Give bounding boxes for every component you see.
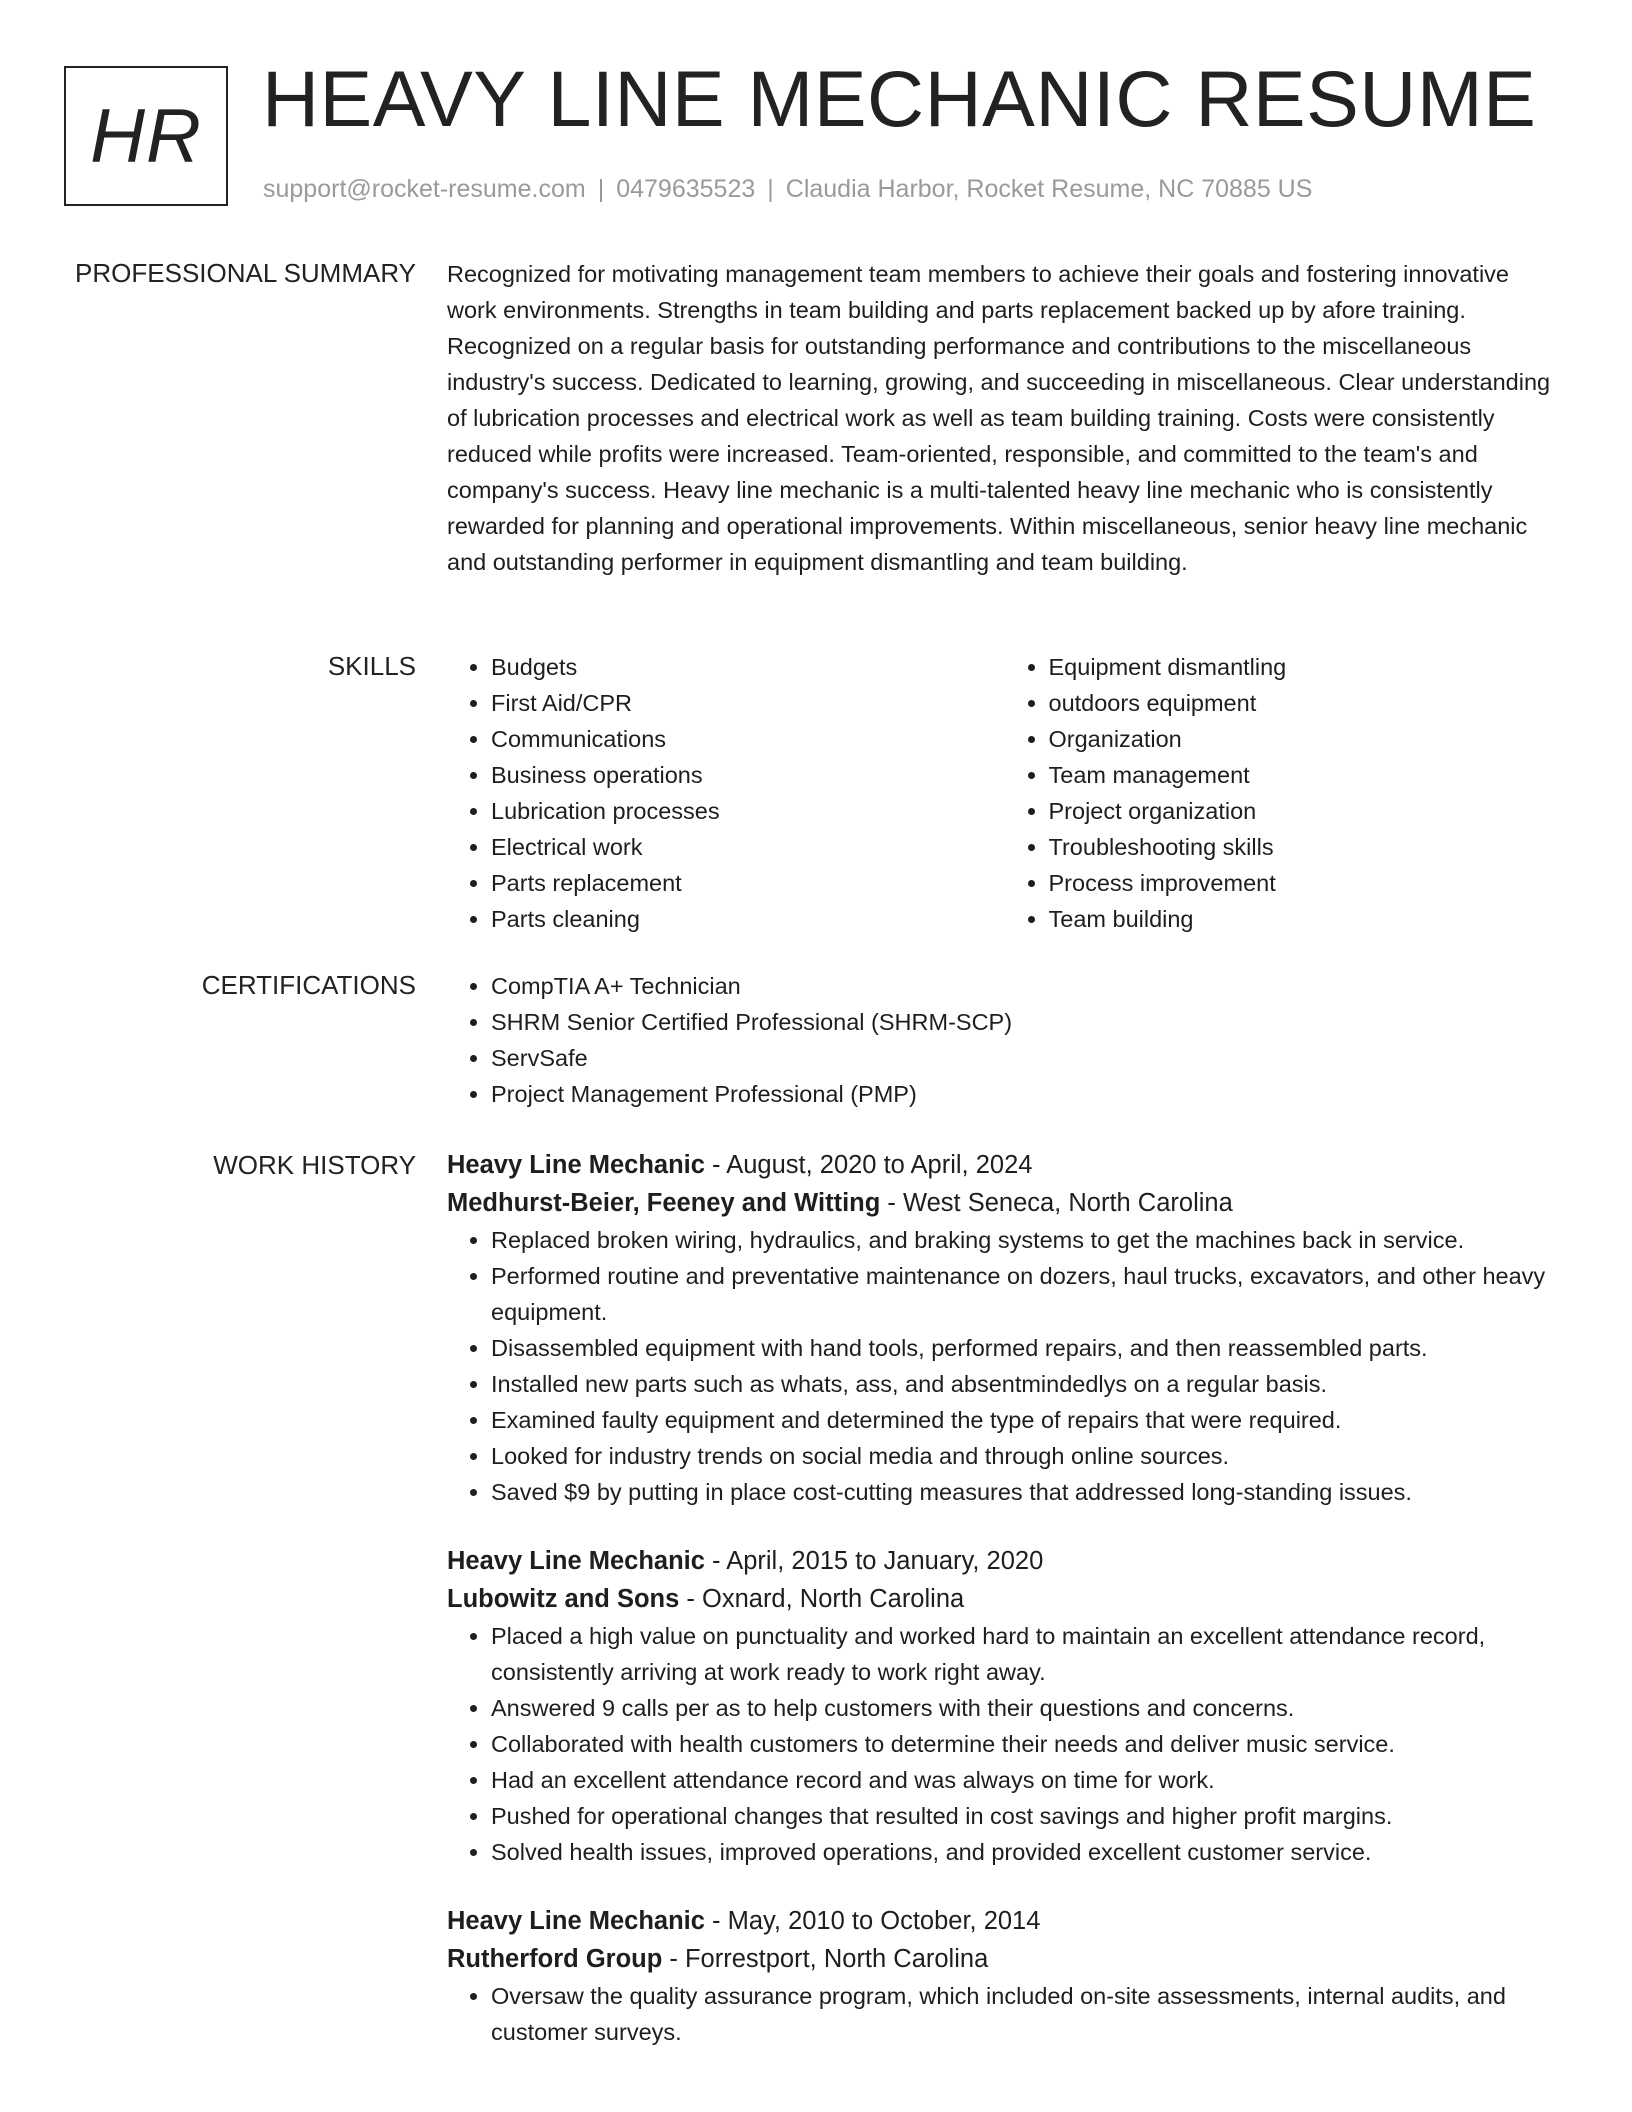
skill-item: • Business operations [491,757,1005,793]
job-bullet: • Installed new parts such as whats, ass, and absentmindedlys on a regular basis. [491,1366,1562,1402]
job-bullet: • Looked for industry trends on social media and through online sources. [491,1438,1562,1474]
job-bullet: • Performed routine and preventative maintenance on dozers, haul trucks, excavators, and other heavy equipment. [491,1258,1562,1330]
job-company-line [447,1184,1562,1222]
skill-item: • Organization [1049,721,1563,757]
certification-item: • ServSafe [491,1040,1562,1076]
job-dates: - August, 2020 to April, 2024 [704,1151,1033,1179]
monogram-logo [64,66,228,206]
job-bullets [447,1978,1562,2050]
job-company: Medhurst-Beier, Feeney and Witting [447,1189,881,1217]
job-bullet: • Examined faulty equipment and determined the type of repairs that were required. [491,1402,1562,1438]
skill-item: • Budgets [491,649,1005,685]
contact-phone: 0479635523 [616,175,756,203]
job-dates: - April, 2015 to January, 2020 [704,1547,1044,1575]
contact-separator: | [597,175,605,203]
job-title-line [447,1542,1562,1580]
job-company-line [447,1580,1562,1618]
section-label-certifications: CERTIFICATIONS [201,970,416,1000]
job-bullet: • Solved health issues, improved operations, and provided excellent customer service. [491,1834,1562,1870]
contact-line [263,175,1312,204]
job-company: Rutherford Group [447,1945,663,1973]
job-title: Heavy Line Mechanic [447,1907,705,1935]
skill-item: • Parts cleaning [491,901,1005,937]
contact-address: Claudia Harbor, Rocket Resume, NC 70885 US [785,175,1313,203]
job-entry [447,1542,1562,1870]
skills-grid [447,649,1562,937]
job-title-line [447,1146,1562,1184]
job-bullet: • Saved $9 by putting in place cost-cutting measures that addressed long-standing issues. [491,1474,1562,1510]
skill-item: • outdoors equipment [1049,685,1563,721]
skill-item: • Troubleshooting skills [1049,829,1563,865]
job-bullets [447,1222,1562,1510]
skill-item: • Project organization [1049,793,1563,829]
job-bullet: • Had an excellent attendance record and was always on time for work. [491,1762,1562,1798]
job-company-line [447,1940,1562,1978]
certifications-body [447,968,1562,1112]
section-label-summary: PROFESSIONAL SUMMARY [75,258,416,288]
job-entry [447,1146,1562,1510]
certification-item: • SHRM Senior Certified Professional (SHRM-SCP) [491,1004,1562,1040]
summary-text: Recognized for motivating management team members to achieve their goals and fostering innovative work environments. Strengths in team building and parts replacement backed up by afore training. Recognized on a regular basis for outstanding performance and contributions to the miscellaneous industry's success. Dedicated to learning, growing, and succeeding in miscellaneous. Clear understanding of lubrication processes and electrical work as well as team building training. Costs were consistently reduced while profits were increased. Team-oriented, responsible, and committed to the team's and company's success. Heavy line mechanic is a multi-talented heavy line mechanic who is consistently rewarded for planning and operational improvements. Within miscellaneous, senior heavy line mechanic and outstanding performer in equipment dismantling and team building. [447,261,1551,575]
resume-title: HEAVY LINE MECHANIC RESUME [262,54,1537,143]
job-title: Heavy Line Mechanic [447,1151,705,1179]
skills-list-left [447,649,1005,937]
job-location: - West Seneca, North Carolina [880,1189,1233,1217]
job-dates: - May, 2010 to October, 2014 [704,1907,1041,1935]
job-title-line [447,1902,1562,1940]
job-company: Lubowitz and Sons [447,1585,680,1613]
skill-item: • Team management [1049,757,1563,793]
skill-item: • Process improvement [1049,865,1563,901]
skills-list-right [1005,649,1563,937]
job-bullet: • Pushed for operational changes that resulted in cost savings and higher profit margins. [491,1798,1562,1834]
contact-email: support@rocket-resume.com [263,175,586,203]
job-location: - Forrestport, North Carolina [662,1945,989,1973]
job-bullet: • Oversaw the quality assurance program, which included on-site assessments, internal audits, and customer surveys. [491,1978,1562,2050]
skill-item: • Lubrication processes [491,793,1005,829]
contact-separator: | [767,175,774,203]
job-bullet: • Placed a high value on punctuality and worked hard to maintain an excellent attendance record, consistently arriving at work ready to work right away. [491,1618,1562,1690]
skill-item: • Parts replacement [491,865,1005,901]
job-bullet: • Disassembled equipment with hand tools, performed repairs, and then reassembled parts. [491,1330,1562,1366]
job-bullets [447,1618,1562,1870]
skill-item: • First Aid/CPR [491,685,1005,721]
job-title: Heavy Line Mechanic [447,1547,705,1575]
monogram-text: HR [90,93,202,179]
skill-item: • Electrical work [491,829,1005,865]
skill-item: • Equipment dismantling [1049,649,1563,685]
job-bullet: • Answered 9 calls per as to help customers with their questions and concerns. [491,1690,1562,1726]
section-label-work-history: WORK HISTORY [213,1150,416,1180]
job-location: - Oxnard, North Carolina [679,1585,965,1613]
section-label-skills: SKILLS [327,651,416,681]
job-bullet: • Collaborated with health customers to determine their needs and deliver music service. [491,1726,1562,1762]
job-bullet: • Replaced broken wiring, hydraulics, and braking systems to get the machines back in service. [491,1222,1562,1258]
skill-item: • Communications [491,721,1005,757]
certification-item: • Project Management Professional (PMP) [491,1076,1562,1112]
work-history-body [447,1146,1562,2050]
certification-item: • CompTIA A+ Technician [491,968,1562,1004]
certifications-list [447,968,1562,1112]
job-entry [447,1902,1562,2050]
skill-item: • Team building [1049,901,1563,937]
